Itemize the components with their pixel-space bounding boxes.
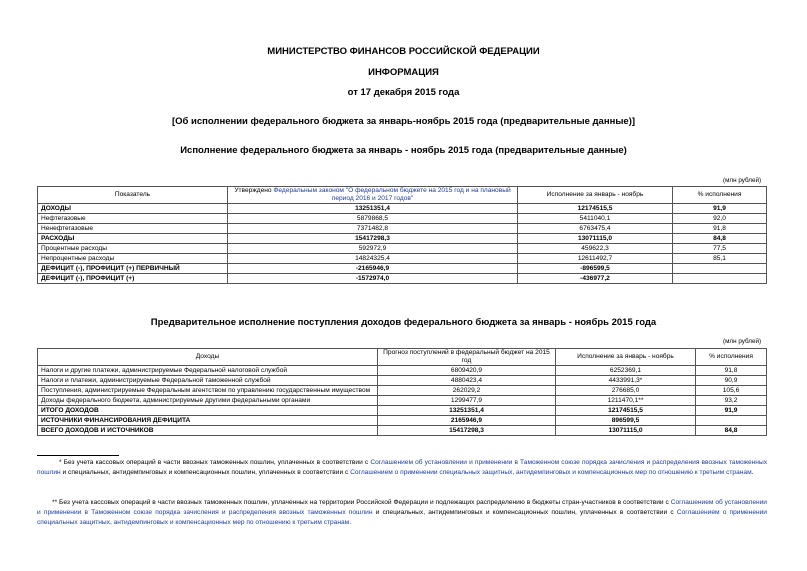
table-row: Ненефтегазовые 7371482,8 6763475,4 91,8 — [38, 224, 767, 234]
footnote-2: ** Без учета кассовых операций в части ввозных таможенных пошлин, уплаченных на территории Российской Федерации и подлежащих распределению в бюджеты стран-участников в соответствии с Соглашением об установлении и применении в Таможенном союзе порядка зачисления и распределения ввозных таможенных пошлин и специальных, антидемпинговых и компенсационных пошлин, уплаченных в соответствии с Соглашением о применении специальных защитных, антидемпинговых и компенсационных мер по отношению к третьим странам. — [37, 499, 767, 526]
table-header-row — [38, 349, 767, 366]
header-percent: % исполнения — [673, 187, 767, 204]
header-approved: Утверждено Федеральным законом "О федеральном бюджете на 2015 год и на плановый период 2016 и 2017 годов" — [228, 187, 518, 204]
table-row: Нефтегазовые 5879868,5 5411040,1 92,0 — [38, 214, 767, 224]
header-revenues: Доходы — [38, 349, 378, 366]
table-row: Непроцентные расходы 14824325,4 12611492,7 85,1 — [38, 254, 767, 264]
budget-execution-table — [37, 186, 767, 284]
protective-measures-link[interactable]: Соглашением о применении специальных защитных, антидемпинговых и компенсационных мер по отношению к третьим странам — [37, 509, 767, 526]
table-header-row — [38, 187, 767, 204]
table-row: ВСЕГО ДОХОДОВ И ИСТОЧНИКОВ 15417298,3 13071115,0 84,8 — [38, 426, 767, 436]
protective-measures-link[interactable]: Соглашением о применении специальных защитных, антидемпинговых и компенсационных мер по отношению к третьим странам — [350, 469, 752, 476]
table-row: ДОХОДЫ 13251351,4 12174515,5 91,9 — [38, 204, 767, 214]
table-row: ДЕФИЦИТ (-), ПРОФИЦИТ (+) ПЕРВИЧНЫЙ -2165946,9 -896599,5 — [38, 264, 767, 274]
table-row: Налоги и платежи, администрируемые Федеральной таможенной службой 4880423,4 4433991,3* 90,9 — [38, 376, 767, 386]
table-row: РАСХОДЫ 15417298,3 13071115,0 84,8 — [38, 234, 767, 244]
footnote-separator — [37, 455, 119, 456]
header-percent: % исполнения — [696, 349, 767, 366]
header-indicator: Показатель — [38, 187, 228, 204]
federal-law-link[interactable]: Федеральным законом "О федеральном бюджете на 2015 год и на плановый период 2016 и 2017 годов" — [273, 187, 511, 202]
table-row: Налоги и другие платежи, администрируемые Федеральной налоговой службой 6809420,9 6252369,1 91,8 — [38, 366, 767, 376]
table-row: ИСТОЧНИКИ ФИНАНСИРОВАНИЯ ДЕФИЦИТА 2165946,9 896599,5 — [38, 416, 767, 426]
header-forecast: Прогноз поступлений в федеральный бюджет на 2015 год — [378, 349, 556, 366]
document-date: от 17 декабря 2015 года — [347, 87, 460, 98]
customs-agreement-link[interactable]: Соглашением об установлении и применении в Таможенном союзе порядка зачисления и распределения ввозных таможенных пошлин — [37, 499, 767, 516]
table1-unit: (млн рублей) — [723, 177, 762, 184]
table-row: Поступления, администрируемые Федеральным агентством по управлению государственным имуществом 262029,2 276685,0 105,6 — [38, 386, 767, 396]
customs-agreement-link[interactable]: Соглашением об установлении и применении в Таможенном союзе порядка зачисления и распределения ввозных таможенных пошлин — [37, 459, 767, 476]
footnote-1: * Без учета кассовых операций в части ввозных таможенных пошлин, уплаченных в соответствии с Соглашением об установлении и применении в Таможенном союзе порядка зачисления и распределения ввозных таможенных пошлин и специальных, антидемпинговых и компенсационных пошлин, уплаченных в соответствии с Соглашением о применении специальных защитных, антидемпинговых и компенсационных мер по отношению к третьим странам. — [37, 459, 767, 476]
table2-title: Предварительное исполнение поступления доходов федерального бюджета за январь - ноябрь 2015 года — [150, 317, 657, 328]
table-row: ДЕФИЦИТ (-), ПРОФИЦИТ (+) -1572974,0 -436977,2 — [38, 274, 767, 284]
table1-title: Исполнение федерального бюджета за январь - ноябрь 2015 года (предварительные данные) — [180, 145, 627, 156]
header-executed: Исполнение за январь - ноябрь — [518, 187, 673, 204]
header-executed: Исполнение за январь - ноябрь — [556, 349, 696, 366]
table-row: ИТОГО ДОХОДОВ 13251351,4 12174515,5 91,9 — [38, 406, 767, 416]
table-row: Процентные расходы 592972,9 459622,3 77,5 — [38, 244, 767, 254]
table2-unit: (млн рублей) — [723, 338, 762, 345]
document-subject: [Об исполнении федерального бюджета за январь-ноябрь 2015 года (предварительные данные)] — [171, 116, 636, 127]
revenue-execution-table — [37, 348, 767, 436]
table-row: Доходы федерального бюджета, администрируемые другими федеральными органами 1299477,9 1211470,1** 93,2 — [38, 396, 767, 406]
info-title: ИНФОРМАЦИЯ — [368, 67, 439, 78]
ministry-title: МИНИСТЕРСТВО ФИНАНСОВ РОССИЙСКОЙ ФЕДЕРАЦИИ — [267, 46, 540, 57]
